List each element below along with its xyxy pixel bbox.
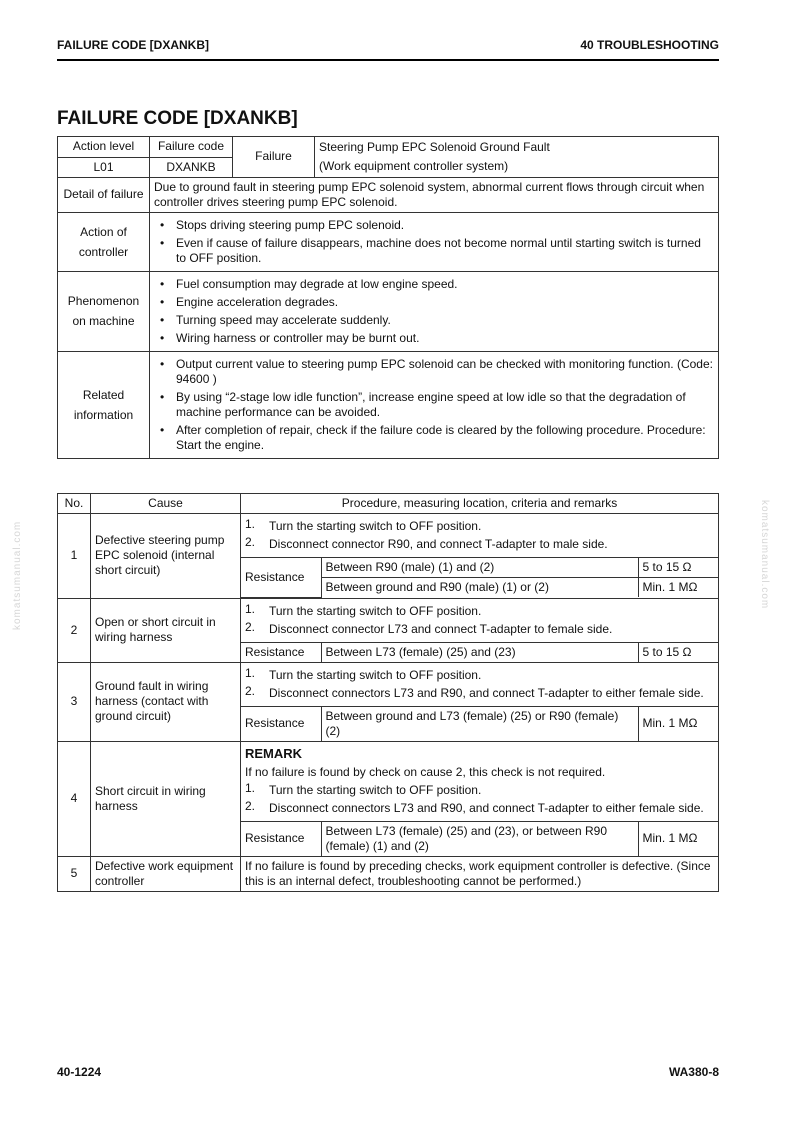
page-header	[57, 37, 719, 61]
cause-number: 3	[58, 662, 91, 741]
measurement-table	[241, 821, 718, 856]
measurement-table	[241, 706, 718, 741]
action-list	[154, 218, 714, 266]
procedure-text: If no failure is found by preceding checks, work equipment controller is defective. (Since this is an internal defect, troubleshooting cannot be performed.)	[241, 856, 719, 891]
detail-text: Due to ground fault in steering pump EPC solenoid system, abnormal current flows through circuit when controller drives steering pump EPC solenoid.	[150, 177, 719, 212]
related-label: Related information	[58, 351, 150, 458]
cause-number: 4	[58, 741, 91, 856]
failure-system: (Work equipment controller system)	[315, 157, 719, 177]
header-left: FAILURE CODE [DXANKB]	[57, 38, 209, 52]
measurement-value: Min. 1 MΩ	[638, 706, 718, 741]
header-procedure: Procedure, measuring location, criteria and remarks	[241, 494, 719, 514]
procedure-step: 1. Turn the starting switch to OFF position.	[245, 517, 482, 533]
failure-title: Steering Pump EPC Solenoid Ground Fault	[315, 137, 719, 158]
resistance-label: Resistance	[241, 642, 321, 662]
procedure-step: 2. Disconnect connectors L73 and R90, and connect T-adapter to either female side.	[245, 683, 704, 700]
procedure-step: 2. Disconnect connector R90, and connect T-adapter to male side.	[245, 535, 608, 551]
failure-code-value: DXANKB	[150, 157, 233, 177]
watermark-left: komatsumanual.com	[12, 520, 23, 630]
procedure-step: 1. Turn the starting switch to OFF position.	[245, 601, 482, 618]
list-item: • Wiring harness or controller may be burnt out.	[154, 331, 714, 346]
list-item: • After completion of repair, check if the failure code is cleared by the following procedure. Procedure: Start the engine.	[154, 423, 714, 453]
procedure-step: 2. Disconnect connectors L73 and R90, and connect T-adapter to either female side.	[245, 798, 704, 815]
model-number: WA380-8	[668, 1065, 719, 1079]
resistance-label: Resistance	[241, 558, 321, 598]
cause-number: 1	[58, 514, 91, 599]
list-item: • Fuel consumption may degrade at low engine speed.	[154, 277, 714, 292]
remark-text: If no failure is found by check on cause 2, this check is not required.	[245, 764, 606, 779]
list-item: • Turning speed may accelerate suddenly.	[154, 313, 714, 328]
table-row	[58, 514, 719, 599]
action-level-value: L01	[58, 157, 150, 177]
action-label: Action of controller	[58, 212, 150, 271]
header-right: 40 TROUBLESHOOTING	[580, 38, 719, 52]
procedure-step: 1. Turn the starting switch to OFF position.	[245, 780, 482, 797]
measurement-location: Between ground and L73 (female) (25) or R90 (female) (2)	[321, 706, 638, 741]
detail-label: Detail of failure	[58, 177, 150, 212]
measurement-value: Min. 1 MΩ	[638, 578, 718, 598]
cause-text: Ground fault in wiring harness (contact with ground circuit)	[91, 662, 241, 741]
header-cause: Cause	[91, 494, 241, 514]
measurement-table	[241, 642, 718, 662]
related-list	[154, 357, 714, 453]
cause-text: Short circuit in wiring harness	[91, 741, 241, 856]
cause-text: Defective steering pump EPC solenoid (internal short circuit)	[91, 514, 241, 599]
resistance-label: Resistance	[241, 821, 321, 856]
watermark-right: komatsumanual.com	[759, 500, 770, 610]
cause-number: 2	[58, 598, 91, 662]
measurement-value: 5 to 15 Ω	[638, 558, 718, 578]
list-item: • Engine acceleration degrades.	[154, 295, 714, 310]
cause-text: Defective work equipment controller	[91, 856, 241, 891]
table-row	[58, 598, 719, 662]
measurement-location: Between L73 (female) (25) and (23), or between R90 (female) (1) and (2)	[321, 821, 638, 856]
page-title: FAILURE CODE [DXANKB]	[57, 108, 298, 129]
header-no: No.	[58, 494, 91, 514]
table-row	[58, 662, 719, 741]
remark-title: REMARK	[245, 745, 303, 761]
list-item: • Stops driving steering pump EPC solenoid.	[154, 218, 714, 233]
failure-code-label: Failure code	[150, 137, 233, 158]
cause-text: Open or short circuit in wiring harness	[91, 598, 241, 662]
procedure-step: 2. Disconnect connector L73 and connect T-adapter to female side.	[245, 619, 613, 636]
action-level-label: Action level	[58, 137, 150, 158]
measurement-location: Between R90 (male) (1) and (2)	[321, 558, 638, 578]
table-row	[58, 741, 719, 856]
measurement-value: 5 to 15 Ω	[638, 642, 718, 662]
list-item: • Output current value to steering pump EPC solenoid can be checked with monitoring function. (Code: 94600 )	[154, 357, 714, 387]
measurement-location: Between ground and R90 (male) (1) or (2)	[321, 578, 638, 598]
resistance-label: Resistance	[241, 706, 321, 741]
page-number: 40-1224	[57, 1065, 102, 1079]
causes-table	[57, 493, 719, 892]
list-item: • Even if cause of failure disappears, machine does not become normal until starting switch is turned to OFF position.	[154, 236, 714, 266]
cause-number: 5	[58, 856, 91, 891]
failure-info-table	[57, 136, 719, 459]
list-item: • By using “2-stage low idle function”, increase engine speed at low idle so that the degradation of machine performance can be avoided.	[154, 390, 714, 420]
phenomenon-list	[154, 277, 714, 346]
measurement-location: Between L73 (female) (25) and (23)	[321, 642, 638, 662]
phenomenon-label: Phenomenon on machine	[58, 271, 150, 351]
procedure-step: 1. Turn the starting switch to OFF position.	[245, 665, 482, 682]
measurement-value: Min. 1 MΩ	[638, 821, 718, 856]
table-row	[58, 856, 719, 891]
measurement-table	[241, 557, 718, 598]
failure-label: Failure	[233, 137, 315, 178]
